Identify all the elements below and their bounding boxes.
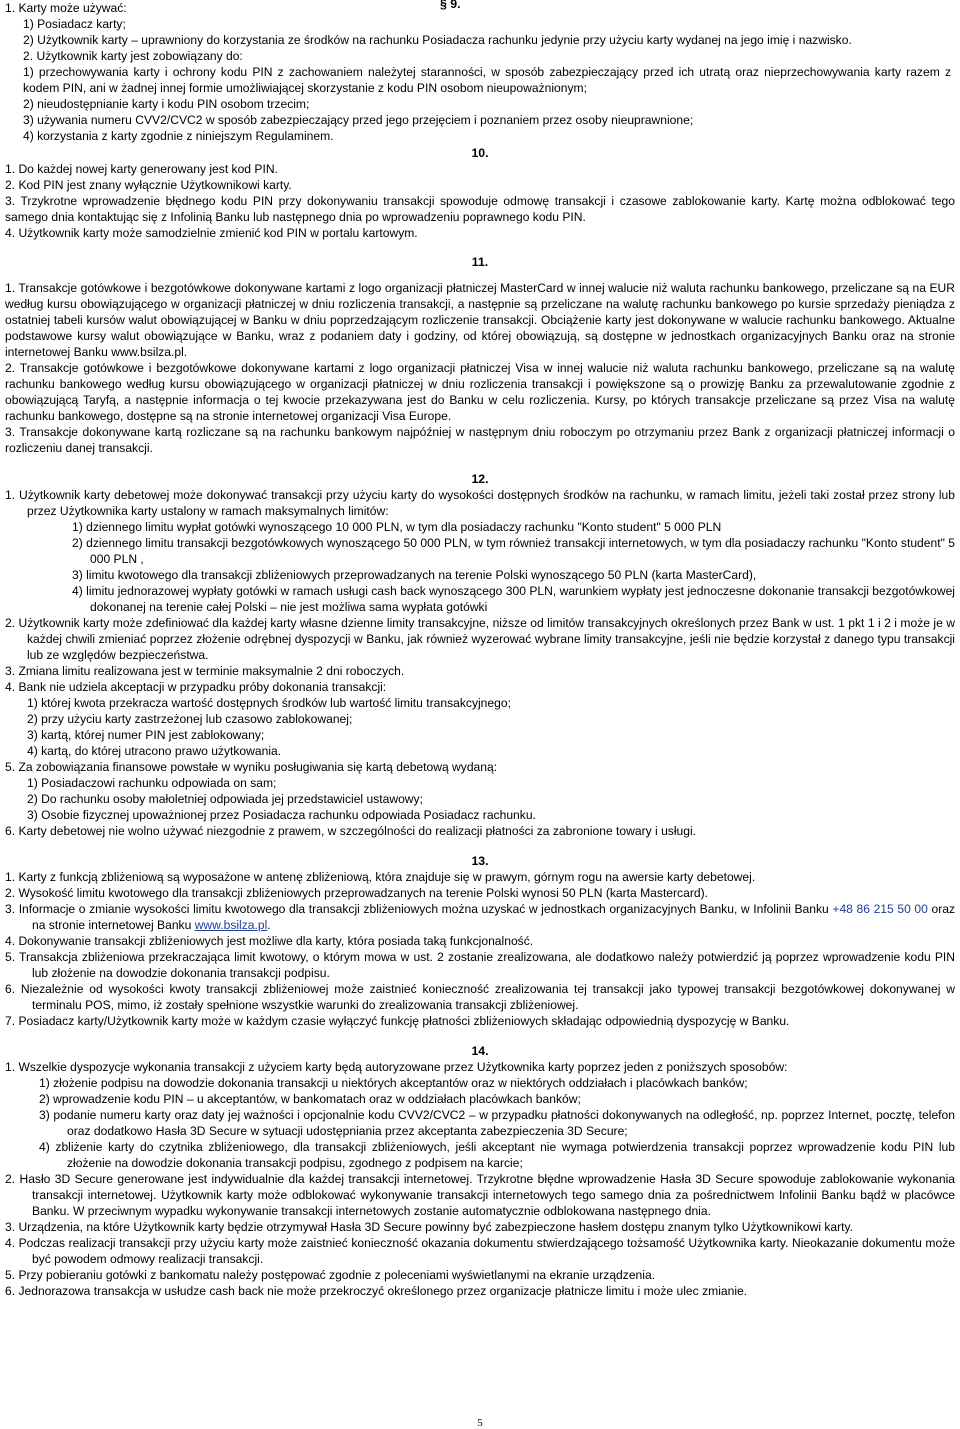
paragraph-12-4-1: 1) której kwota przekracza wartość dostępnych środków lub wartość limitu transakcyjnego; [27,696,511,710]
paragraph-12-4-2: 2) przy użyciu karty zastrzeżonej lub czasowo zablokowanej; [27,712,353,726]
paragraph-12-1-4: 4) limitu jednorazowej wypłaty gotówki w ramach usługi cash back wynoszącego 300 PLN, warunkiem wypłaty jest jednoczesne dokonanie transakcji bezgotówkowej dokonanej na terenie całej Polski – nie jest możliwa sama wypłata gotówki [72,584,955,614]
paragraph-12-2: 2. Użytkownik karty może zdefiniować dla każdej karty własne dzienne limity transakcyjne, niższe od limitów transakcyjnych określonych przez Bank w ust. 1 pkt 1 i 2 i może je w każdej chwili zmieniać poprzez złożenie odrębnej dyspozycji w Banku, jak również wyzerować wybrane limity transakcyjne, jeśli nie będzie korzystał z danego typu transakcji lub ze względów bezpieczeństwa. [5,616,955,662]
paragraph-12-1: 1. Użytkownik karty debetowej może dokonywać transakcji przy użyciu karty do wysokości dostępnych środków na rachunku, w ramach limitu, jeżeli taki został przez strony lub przez Użytkownika karty ustalony w ramach maksymalnych limitów: [5,488,955,518]
paragraph-12-1-1: 1) dziennego limitu wypłat gotówki wynoszącego 10 000 PLN, w tym dla posiadaczy rachunku "Konto student" 5 000 PLN [72,520,722,534]
section-heading-10: 10. [471,146,489,160]
paragraph-11-3: 3. Transakcje dokonywane kartą rozliczane są na rachunku bankowym najpóźniej w następnym dniu roboczym po otrzymaniu przez Bank z organizacji płatniczej informacji o rozliczeniu danej transakcji. [5,425,955,455]
paragraph-9-2-4: 4) korzystania z karty zgodnie z niniejszym Regulaminem. [23,129,334,143]
paragraph-9-1-1: 1) Posiadacz karty; [23,17,126,31]
paragraph-13-5: 5. Transakcja zbliżeniowa przekraczająca limit kwotowy, o którym mowa w ust. 2 zostanie zrealizowana, ale dodatkowo należy potwierdzić ją poprzez wprowadzenie kodu PIN lub złożenie na dowodzie dokonania transakcji podpisu. [5,950,955,980]
paragraph-13-6: 6. Niezależnie od wysokości kwoty transakcji zbliżeniowej może zaistnieć konieczność zrealizowania tej transakcji jako typowej transakcji bezgotówkowej dokonywanej w terminalu POS, mimo, iż zostały spełnione wszystkie warunki do zrealizowania transakcji zbliżeniowej. [5,982,955,1012]
paragraph-14-1-1: 1) złożenie podpisu na dowodzie dokonania transakcji u niektórych akceptantów oraz w niektórych oddziałach i placówkach banków; [39,1076,748,1090]
paragraph-9-2-2: 2) nieudostępnianie karty i kodu PIN osobom trzecim; [23,97,310,111]
paragraph-9-2-3: 3) używania numeru CVV2/CVC2 w sposób zabezpieczający przed jego przejęciem i poznaniem przez osoby nieuprawnione; [23,113,694,127]
document-page [5,0,955,1299]
paragraph-10-1: 1. Do każdej nowej karty generowany jest kod PIN. [5,162,278,176]
paragraph-11-2: 2. Transakcje gotówkowe i bezgotówkowe dokonywane kartami z logo organizacji płatniczej Visa w innej walucie niż waluta rachunku bankowego, przeliczane są na walutę rachunku bankowego według kursu obowiązującego w organizacji płatniczej w dniu rozliczenia transakcji i powiększone są o prowizję Banku za przewalutowanie zgodnie z obowiązującą Taryfą, a następnie informacja o tej kwocie przekazywana jest do Banku w celu rozliczenia. Kursy, po których transakcje przeliczane są przez Visa na walutę rachunku bankowego, dostępne są na stronie internetowej organizacji Visa Europe. [5,361,955,423]
paragraph-12-5-3: 3) Osobie fizycznej upoważnionej przez Posiadacza rachunku odpowiada Posiadacz rachunku. [27,808,536,822]
bank-website-link[interactable]: www.bsilza.pl [194,918,268,932]
paragraph-14-1-4: 4) zbliżenie karty do czytnika zbliżeniowego, dla transakcji zbliżeniowych, jeśli akceptant nie wymaga potwierdzenia transakcji poprzez wprowadzenie kodu PIN lub złożenie na dowodzie dokonania transakcji podpisu, zgodnego z podpisem na karcie; [39,1140,955,1170]
paragraph-14-4: 4. Podczas realizacji transakcji przy użyciu karty może zaistnieć konieczność okazania dokumentu stwierdzającego tożsamość Użytkownika karty. Nieokazanie dokumentu może być powodem odmowy realizacji transakcji. [5,1236,955,1266]
paragraph-14-1-2: 2) wprowadzenie kodu PIN – u akceptantów, w bankomatach oraz w oddziałach placówkach banków; [39,1092,581,1106]
section-heading-14: 14. [471,1044,489,1058]
paragraph-13-2: 2. Wysokość limitu kwotowego dla transakcji zbliżeniowych przeprowadzanych na terenie Polski wynosi 50 PLN (karta Mastercard). [5,886,708,900]
paragraph-14-6: 6. Jednorazowa transakcja w usłudze cash back nie może przekroczyć określonego przez organizacje płatnicze limitu i może ulec zmianie. [5,1284,748,1298]
paragraph-12-3: 3. Zmiana limitu realizowana jest w terminie maksymalnie 2 dni roboczych. [5,664,405,678]
paragraph-11-1: 1. Transakcje gotówkowe i bezgotówkowe dokonywane kartami z logo organizacji płatniczej MasterCard w innej walucie niż waluta rachunku bankowego, przeliczane są na EUR według kursu obowiązującego w organizacji płatniczej w dniu rozliczenia transakcji, a następnie są przeliczane na walutę rachunku bankowego po kursie sprzedaży pieniądza z ostatniej tabeli kursów walut obowiązującej w Banku w dniu poprzedzającym rozliczenie transakcji. Obciążenie karty jest dokonywane w walucie rachunku bankowego. Aktualne podstawowe kursy walut obowiązujące w Banku, wraz z podaniem daty i godziny, od której obowiązują, są dostępne w jednostkach organizacyjnych Banku oraz na stronie internetowej Banku www.bsilza.pl. [5,281,955,359]
paragraph-9-2: 2. Użytkownik karty jest zobowiązany do: [23,49,243,63]
paragraph-12-5-1: 1) Posiadaczowi rachunku odpowiada on sam; [27,776,277,790]
paragraph-13-3 [5,901,955,933]
paragraph-14-2: 2. Hasło 3D Secure generowane jest indywidualnie dla każdej transakcji internetowej. Trzykrotne błędne wprowadzenie Hasła 3D Secure spowoduje zablokowanie wykonania transakcji internetowej. Użytkownik karty może odblokować wykonywanie transakcji internetowych tego samego dnia za pośrednictwem Infolinii Banku bądź w placówce Banku. W przeciwnym wypadku wykonywanie transakcji internetowych zostanie automatycznie odblokowana następnego dnia. [5,1172,955,1218]
paragraph-14-1: 1. Wszelkie dyspozycje wykonania transakcji z użyciem karty będą autoryzowane przez Użytkownika karty poprzez jeden z poniższych sposobów: [5,1060,788,1074]
infoline-phone: +48 86 215 50 00 [832,902,928,916]
paragraph-12-1-3: 3) limitu kwotowego dla transakcji zbliżeniowych przeprowadzanych na terenie Polski wynoszącego 50 PLN (karta MasterCard), [72,568,757,582]
paragraph-13-7: 7. Posiadacz karty/Użytkownik karty może w każdym czasie wyłączyć funkcję płatności zbliżeniowych składając odpowiednią dyspozycję w Banku. [5,1014,790,1028]
paragraph-10-3: 3. Trzykrotne wprowadzenie błędnego kodu PIN przy dokonywaniu transakcji spowoduje odmowę transakcji i czasowe zablokowanie karty. Kartę można odblokować tego samego dnia kontaktując się z Infolinią Banku lub następnego dnia po wprowadzeniu poprawnego kodu PIN. [5,194,955,224]
page-number: 5 [477,1417,483,1429]
section-heading-11: 11. [471,255,489,269]
paragraph-12-5-2: 2) Do rachunku osoby małoletniej odpowiada jej przedstawiciel ustawowy; [27,792,423,806]
paragraph-12-5: 5. Za zobowiązania finansowe powstałe w wyniku posługiwania się kartą debetową wydaną: [5,760,498,774]
paragraph-9-2-1: 1) przechowywania karty i ochrony kodu PIN z zachowaniem należytej staranności, w sposób zabezpieczający przed ich utratą oraz nieprzechowywania karty razem z kodem PIN, ani w żadnej innej formie umożliwiającej skorzystanie z kodu PIN osobom nieupoważnionym; [23,65,951,95]
paragraph-14-1-3: 3) podanie numeru karty oraz daty jej ważności i opcjonalnie kodu CVV2/CVC2 – w przypadku płatności dokonywanych na odległość, np. poprzez Internet, pocztę, telefon oraz dodatkowo Hasła 3D Secure w sytuacji udostępniania przez akceptanta zabezpieczenia 3D Secure; [39,1108,955,1138]
paragraph-9-1-2: 2) Użytkownik karty – uprawniony do korzystania ze środków na rachunku Posiadacza rachunku jedynie przy użyciu karty wydanej na jego imię i nazwisko. [23,33,852,47]
section-heading-13: 13. [471,854,489,868]
paragraph-10-4: 4. Użytkownik karty może samodzielnie zmienić kod PIN w portalu kartowym. [5,226,418,240]
paragraph-13-3-end: . [267,918,271,932]
paragraph-13-1: 1. Karty z funkcją zbliżeniową są wyposażone w antenę zbliżeniową, która znajduje się w prawym, górnym rogu na awersie karty debetowej. [5,870,756,884]
paragraph-13-3-text: 3. Informacje o zmianie wysokości limitu kwotowego dla transakcji zbliżeniowych można uzyskać w jednostkach organizacyjnych Banku, w Infolinii Banku [5,902,833,916]
paragraph-13-4: 4. Dokonywanie transakcji zbliżeniowych jest możliwe dla karty, która posiada taką funkcjonalność. [5,934,534,948]
paragraph-12-4-3: 3) kartą, której numer PIN jest zablokowany; [27,728,265,742]
paragraph-10-2: 2. Kod PIN jest znany wyłącznie Użytkownikowi karty. [5,178,292,192]
paragraph-12-4: 4. Bank nie udziela akceptacji w przypadku próby dokonania transakcji: [5,680,387,694]
paragraph-14-5: 5. Przy pobieraniu gotówki z bankomatu należy postępować zgodnie z poleceniami wyświetlanymi na ekranie urządzenia. [5,1268,656,1282]
section-heading-12: 12. [471,472,489,486]
paragraph-12-1-2: 2) dziennego limitu transakcji bezgotówkowych wynoszącego 50 000 PLN, w tym również transakcji internetowych, w tym dla posiadaczy rachunku "Konto student" 5 000 PLN , [72,536,955,566]
paragraph-14-3: 3. Urządzenia, na które Użytkownik karty będzie otrzymywał Hasła 3D Secure powinny być zabezpieczone hasłem dostępu znanym tylko Użytkownikowi karty. [5,1220,854,1234]
paragraph-13-3-mid: oraz na stronie internetowej Banku [32,902,955,932]
paragraph-12-4-4: 4) kartą, do której utracono prawo użytkowania. [27,744,282,758]
paragraph-12-6: 6. Karty debetowej nie wolno używać niezgodnie z prawem, w szczególności do realizacji płatności za zabronione towary i usługi. [5,824,697,838]
section-heading-9: § 9. [440,0,461,11]
paragraph-9-1: 1. Karty może używać: [5,1,127,15]
